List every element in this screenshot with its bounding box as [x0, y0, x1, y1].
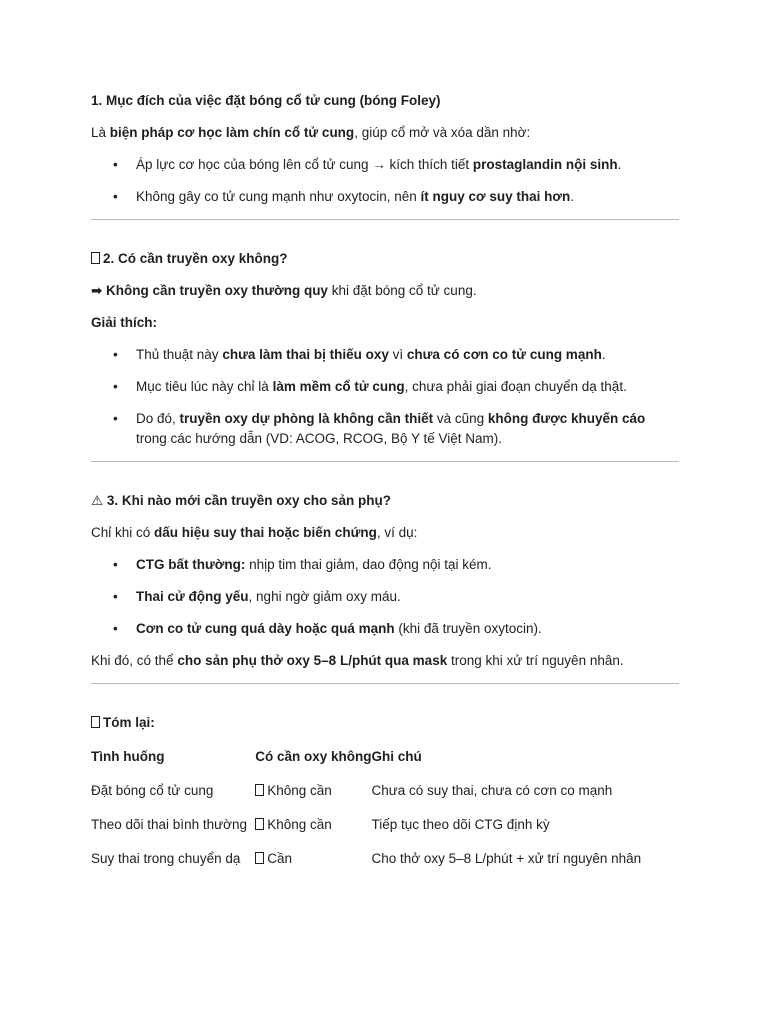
summary-heading: Tóm lại:: [91, 713, 679, 735]
missing-glyph-icon: [91, 252, 100, 264]
section-divider: [91, 461, 679, 462]
list-item: • Do đó, truyền oxy dự phòng là không cần thiết và cũng không được khuyến cáo trong các hướng dẫn (VD: ACOG, RCOG, Bộ Y tế Việt Nam).: [91, 409, 679, 449]
section-1-intro: Là biện pháp cơ học làm chín cổ tử cung, giúp cổ mở và xóa dần nhờ:: [91, 125, 531, 140]
table-cell: Theo dõi thai bình thường: [91, 817, 247, 832]
table-row: [91, 842, 679, 876]
missing-glyph-icon: [255, 852, 264, 864]
section-2-heading: 2. Có cần truyền oxy không?: [91, 249, 679, 271]
section-3-closing: Khi đó, có thể cho sản phụ thở oxy 5–8 L/phút qua mask trong khi xử trí nguyên nhân.: [91, 653, 624, 668]
table-row: [91, 808, 679, 842]
table-cell: Cho thở oxy 5–8 L/phút + xử trí nguyên nhân: [371, 851, 642, 866]
missing-glyph-icon: [255, 784, 264, 796]
list-item: • CTG bất thường: nhịp tim thai giảm, dao động nội tại kém.: [91, 555, 679, 575]
section-divider: [91, 219, 679, 220]
list-item: • Thủ thuật này chưa làm thai bị thiếu oxy vì chưa có cơn co tử cung mạnh.: [91, 345, 679, 365]
list-item: • Cơn co tử cung quá dày hoặc quá mạnh (khi đã truyền oxytocin).: [91, 619, 679, 639]
table-cell: Không cần: [255, 808, 371, 842]
list-item: • Áp lực cơ học của bóng lên cổ tử cung → kích thích tiết prostaglandin nội sinh.: [91, 155, 679, 175]
section-3-intro: Chỉ khi có dấu hiệu suy thai hoặc biến chứng, ví dụ:: [91, 525, 418, 540]
column-header: Ghi chú: [371, 749, 422, 764]
list-item: • Mục tiêu lúc này chỉ là làm mềm cổ tử cung, chưa phải giai đoạn chuyển dạ thật.: [91, 377, 679, 397]
section-3-list: [91, 555, 679, 639]
table-row: [91, 774, 679, 808]
explain-label: Giải thích:: [91, 315, 158, 330]
section-3-heading: ⚠ 3. Khi nào mới cần truyền oxy cho sản phụ?: [91, 493, 391, 508]
table-cell: Đặt bóng cổ tử cung: [91, 783, 214, 798]
section-1-list: [91, 155, 679, 207]
table-cell: Không cần: [255, 774, 371, 808]
section-divider: [91, 683, 679, 684]
missing-glyph-icon: [91, 716, 100, 728]
missing-glyph-icon: [255, 818, 264, 830]
table-cell: Chưa có suy thai, chưa có cơn co mạnh: [371, 783, 613, 798]
list-item: • Thai cử động yếu, nghi ngờ giảm oxy máu.: [91, 587, 679, 607]
document-content: [91, 91, 679, 876]
section-1-heading: 1. Mục đích của việc đặt bóng cổ tử cung (bóng Foley): [91, 93, 441, 108]
section-2-list: [91, 345, 679, 449]
column-header: Tình huống: [91, 749, 165, 764]
table-cell: Tiếp tục theo dõi CTG định kỳ: [371, 817, 550, 832]
table-cell: Suy thai trong chuyển dạ: [91, 851, 241, 866]
section-2-answer: ➡ Không cần truyền oxy thường quy khi đặt bóng cổ tử cung.: [91, 283, 477, 298]
table-cell: Cần: [255, 842, 371, 876]
table-header-row: [91, 740, 679, 774]
summary-table: [91, 740, 679, 876]
list-item: • Không gây co tử cung mạnh như oxytocin, nên ít nguy cơ suy thai hơn.: [91, 187, 679, 207]
column-header: Có cần oxy không: [255, 749, 372, 764]
